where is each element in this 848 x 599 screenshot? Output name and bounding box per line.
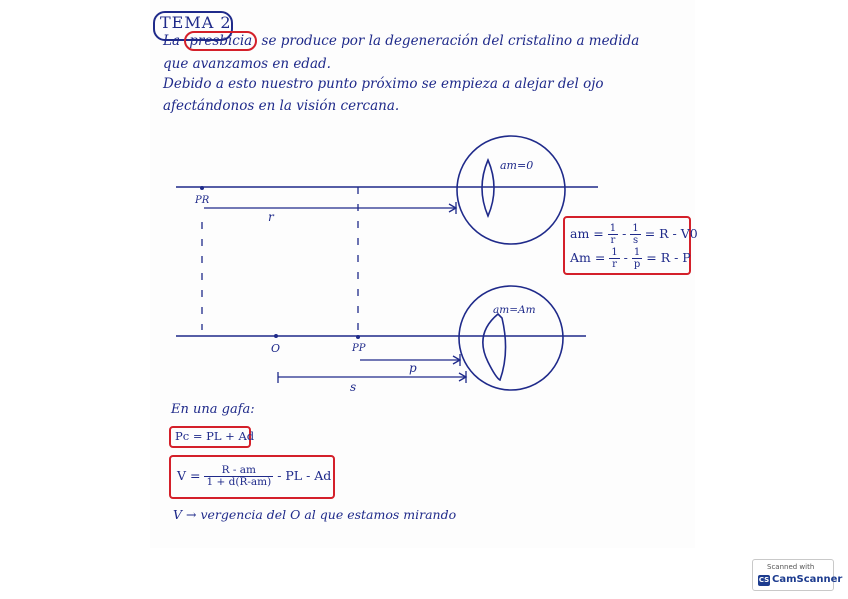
one-over-s: $\frac{1}{s}$ [632,223,639,246]
paragraph-line-3: Debido a esto nuestro punto próximo se empieza a alejar del ojo [163,76,604,92]
v-lhs: V = [177,468,201,483]
r-label: r [268,210,274,224]
am-lhs: am = [570,226,604,241]
section-title: En una gafa: [171,402,255,417]
paragraph-line-2: que avanzamos en edad. [163,56,331,72]
o-point [274,334,278,338]
vergence-note: V → vergencia del O al que estamos mirando [173,507,457,522]
Am-lhs: Am = [570,250,606,265]
paragraph-line-1-rest: se produce por la degeneración del cristalino a medida [261,33,640,49]
badge-scanned-with: Scanned with [767,563,815,571]
pr-point [200,186,204,190]
minus-sign-2: - [623,250,628,265]
top-eye-lens [482,160,494,216]
am-bottom-label: am=Am [493,304,536,316]
am-formula-box [563,216,698,275]
pc-formula-box [169,426,255,448]
v-rhs: - PL - Ad [277,468,332,483]
one-over-p: $\frac{1}{p}$ [633,247,641,270]
p-label: p [409,361,417,375]
Am-rhs: = R - P [646,250,691,265]
paragraph-line-4: afectándonos en la visión cercana. [163,98,400,114]
pr-label: PR [195,195,210,206]
one-over-r: $\frac{1}{r}$ [609,223,617,246]
v-formula [177,465,331,488]
am-top-label: am=0 [500,159,534,172]
camscanner-badge [752,559,843,591]
minus-sign: - [622,226,627,241]
am-formula-line [570,223,698,246]
presbicia-term: presbicia [184,31,257,51]
paragraph-word-la: La [163,33,181,49]
v-fraction: $\frac{R - am}{1 + d(R-am)}$ [206,464,272,488]
am-rhs: = R - V0 [644,226,698,241]
o-label: O [271,342,281,355]
pc-formula: Pc = PL + Ad [175,429,255,443]
Am-formula-line [570,247,691,270]
bottom-eye-circle [459,286,563,390]
bottom-eye-lens [483,314,506,380]
pp-point [356,335,360,339]
one-over-r-2: $\frac{1}{r}$ [611,247,618,270]
pp-label: PP [352,343,366,354]
v-formula-box [169,455,335,499]
camscanner-logo-icon: CS [758,576,770,584]
badge-brand-name: CamScanner [772,574,843,585]
s-label: s [350,380,357,394]
top-eye-circle [457,136,565,244]
page-title: TEMA 2 [160,13,232,32]
